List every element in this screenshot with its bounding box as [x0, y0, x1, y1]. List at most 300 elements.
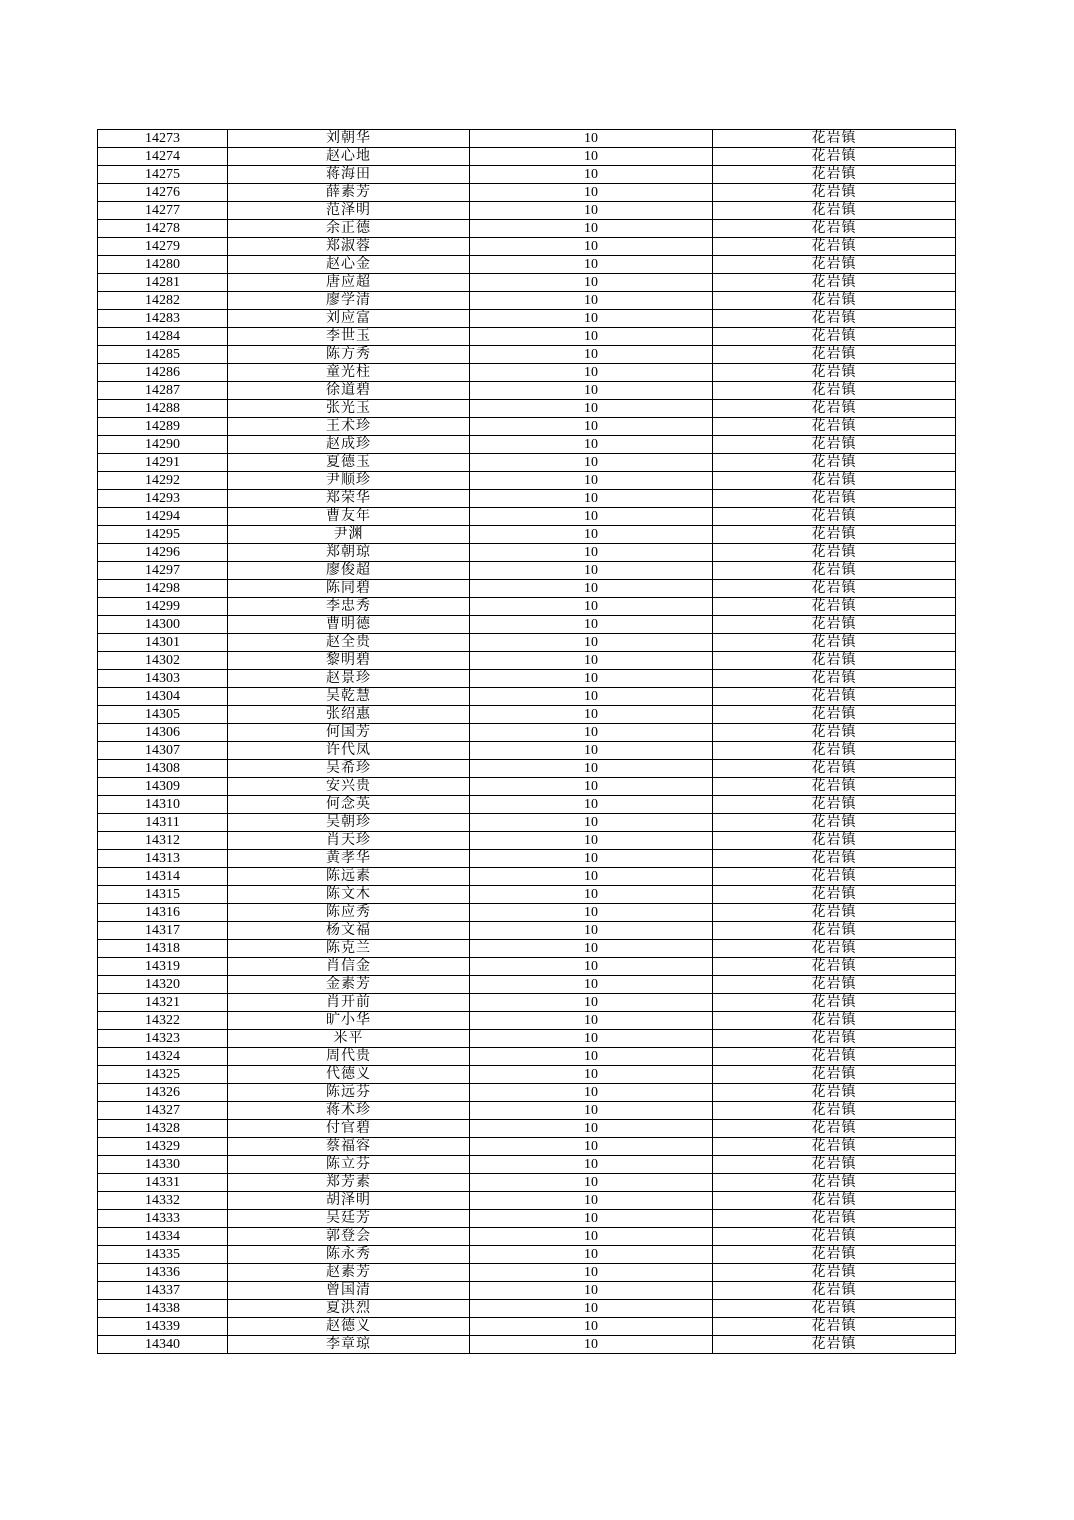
row-number-cell: 14329 [98, 1138, 228, 1156]
town-cell: 花岩镇 [713, 724, 956, 742]
town-cell: 花岩镇 [713, 292, 956, 310]
row-number-cell: 14305 [98, 706, 228, 724]
row-number-cell: 14337 [98, 1282, 228, 1300]
name-cell: 徐道碧 [228, 382, 470, 400]
name-cell: 肖信金 [228, 958, 470, 976]
town-cell: 花岩镇 [713, 544, 956, 562]
amount-cell: 10 [470, 508, 713, 526]
town-cell: 花岩镇 [713, 598, 956, 616]
table-row [98, 310, 956, 328]
row-number-cell: 14300 [98, 616, 228, 634]
amount-cell: 10 [470, 1138, 713, 1156]
amount-cell: 10 [470, 310, 713, 328]
town-cell: 花岩镇 [713, 868, 956, 886]
row-number-cell: 14286 [98, 364, 228, 382]
row-number-cell: 14316 [98, 904, 228, 922]
row-number-cell: 14290 [98, 436, 228, 454]
row-number-cell: 14327 [98, 1102, 228, 1120]
amount-cell: 10 [470, 904, 713, 922]
row-number-cell: 14338 [98, 1300, 228, 1318]
town-cell: 花岩镇 [713, 256, 956, 274]
table-row [98, 328, 956, 346]
town-cell: 花岩镇 [713, 1156, 956, 1174]
name-cell: 杨文福 [228, 922, 470, 940]
town-cell: 花岩镇 [713, 814, 956, 832]
town-cell: 花岩镇 [713, 472, 956, 490]
row-number-cell: 14325 [98, 1066, 228, 1084]
table-row [98, 418, 956, 436]
name-cell: 郑淑蓉 [228, 238, 470, 256]
table-row [98, 1066, 956, 1084]
name-cell: 陈同碧 [228, 580, 470, 598]
town-cell: 花岩镇 [713, 1174, 956, 1192]
table-row [98, 1102, 956, 1120]
table-row [98, 598, 956, 616]
row-number-cell: 14287 [98, 382, 228, 400]
row-number-cell: 14309 [98, 778, 228, 796]
town-cell: 花岩镇 [713, 832, 956, 850]
amount-cell: 10 [470, 1300, 713, 1318]
row-number-cell: 14317 [98, 922, 228, 940]
town-cell: 花岩镇 [713, 742, 956, 760]
table-row [98, 526, 956, 544]
town-cell: 花岩镇 [713, 1066, 956, 1084]
amount-cell: 10 [470, 1084, 713, 1102]
table-row [98, 346, 956, 364]
town-cell: 花岩镇 [713, 238, 956, 256]
name-cell: 蒋术珍 [228, 1102, 470, 1120]
table-row [98, 1336, 956, 1354]
name-cell: 何念英 [228, 796, 470, 814]
amount-cell: 10 [470, 436, 713, 454]
table-row [98, 490, 956, 508]
town-cell: 花岩镇 [713, 688, 956, 706]
amount-cell: 10 [470, 346, 713, 364]
row-number-cell: 14301 [98, 634, 228, 652]
table-row [98, 400, 956, 418]
table-row [98, 814, 956, 832]
town-cell: 花岩镇 [713, 1318, 956, 1336]
name-cell: 尹渊 [228, 526, 470, 544]
row-number-cell: 14310 [98, 796, 228, 814]
amount-cell: 10 [470, 760, 713, 778]
name-cell: 唐应超 [228, 274, 470, 292]
table-row [98, 724, 956, 742]
table-body [98, 130, 956, 1354]
amount-cell: 10 [470, 814, 713, 832]
amount-cell: 10 [470, 634, 713, 652]
name-cell: 黎明碧 [228, 652, 470, 670]
amount-cell: 10 [470, 1318, 713, 1336]
row-number-cell: 14326 [98, 1084, 228, 1102]
amount-cell: 10 [470, 184, 713, 202]
amount-cell: 10 [470, 868, 713, 886]
table-row [98, 1156, 956, 1174]
town-cell: 花岩镇 [713, 148, 956, 166]
table-row [98, 238, 956, 256]
row-number-cell: 14321 [98, 994, 228, 1012]
table-row [98, 976, 956, 994]
table-row [98, 1210, 956, 1228]
row-number-cell: 14281 [98, 274, 228, 292]
table-row [98, 778, 956, 796]
row-number-cell: 14279 [98, 238, 228, 256]
town-cell: 花岩镇 [713, 1048, 956, 1066]
town-cell: 花岩镇 [713, 1264, 956, 1282]
town-cell: 花岩镇 [713, 364, 956, 382]
town-cell: 花岩镇 [713, 778, 956, 796]
table-row [98, 1228, 956, 1246]
name-cell: 陈文木 [228, 886, 470, 904]
amount-cell: 10 [470, 670, 713, 688]
town-cell: 花岩镇 [713, 976, 956, 994]
amount-cell: 10 [470, 562, 713, 580]
name-cell: 吴朝珍 [228, 814, 470, 832]
town-cell: 花岩镇 [713, 580, 956, 598]
amount-cell: 10 [470, 382, 713, 400]
town-cell: 花岩镇 [713, 454, 956, 472]
table-row [98, 454, 956, 472]
row-number-cell: 14273 [98, 130, 228, 148]
amount-cell: 10 [470, 148, 713, 166]
amount-cell: 10 [470, 418, 713, 436]
name-cell: 吴乾慧 [228, 688, 470, 706]
amount-cell: 10 [470, 220, 713, 238]
table-row [98, 706, 956, 724]
amount-cell: 10 [470, 454, 713, 472]
row-number-cell: 14339 [98, 1318, 228, 1336]
table-row [98, 166, 956, 184]
row-number-cell: 14333 [98, 1210, 228, 1228]
amount-cell: 10 [470, 1228, 713, 1246]
table-row [98, 1012, 956, 1030]
row-number-cell: 14328 [98, 1120, 228, 1138]
amount-cell: 10 [470, 526, 713, 544]
amount-cell: 10 [470, 994, 713, 1012]
row-number-cell: 14280 [98, 256, 228, 274]
row-number-cell: 14289 [98, 418, 228, 436]
table-row [98, 202, 956, 220]
table-row [98, 904, 956, 922]
town-cell: 花岩镇 [713, 922, 956, 940]
town-cell: 花岩镇 [713, 436, 956, 454]
amount-cell: 10 [470, 580, 713, 598]
table-row [98, 292, 956, 310]
row-number-cell: 14307 [98, 742, 228, 760]
row-number-cell: 14288 [98, 400, 228, 418]
amount-cell: 10 [470, 976, 713, 994]
town-cell: 花岩镇 [713, 1246, 956, 1264]
table-row [98, 958, 956, 976]
row-number-cell: 14336 [98, 1264, 228, 1282]
row-number-cell: 14319 [98, 958, 228, 976]
name-cell: 李忠秀 [228, 598, 470, 616]
amount-cell: 10 [470, 652, 713, 670]
name-cell: 李世玉 [228, 328, 470, 346]
town-cell: 花岩镇 [713, 526, 956, 544]
table-row [98, 940, 956, 958]
table-row [98, 760, 956, 778]
row-number-cell: 14312 [98, 832, 228, 850]
amount-cell: 10 [470, 742, 713, 760]
amount-cell: 10 [470, 796, 713, 814]
table-row [98, 868, 956, 886]
amount-cell: 10 [470, 1120, 713, 1138]
row-number-cell: 14311 [98, 814, 228, 832]
table-row [98, 1192, 956, 1210]
amount-cell: 10 [470, 292, 713, 310]
row-number-cell: 14334 [98, 1228, 228, 1246]
town-cell: 花岩镇 [713, 1336, 956, 1354]
amount-cell: 10 [470, 1048, 713, 1066]
row-number-cell: 14291 [98, 454, 228, 472]
town-cell: 花岩镇 [713, 886, 956, 904]
amount-cell: 10 [470, 1030, 713, 1048]
town-cell: 花岩镇 [713, 1030, 956, 1048]
town-cell: 花岩镇 [713, 1138, 956, 1156]
town-cell: 花岩镇 [713, 652, 956, 670]
town-cell: 花岩镇 [713, 1102, 956, 1120]
town-cell: 花岩镇 [713, 994, 956, 1012]
table-row [98, 1048, 956, 1066]
row-number-cell: 14294 [98, 508, 228, 526]
name-cell: 安兴贵 [228, 778, 470, 796]
name-cell: 付官碧 [228, 1120, 470, 1138]
amount-cell: 10 [470, 472, 713, 490]
amount-cell: 10 [470, 1102, 713, 1120]
row-number-cell: 14340 [98, 1336, 228, 1354]
amount-cell: 10 [470, 274, 713, 292]
name-cell: 陈方秀 [228, 346, 470, 364]
name-cell: 张光玉 [228, 400, 470, 418]
row-number-cell: 14275 [98, 166, 228, 184]
town-cell: 花岩镇 [713, 562, 956, 580]
table-row [98, 1084, 956, 1102]
table-row [98, 472, 956, 490]
row-number-cell: 14303 [98, 670, 228, 688]
name-cell: 代德义 [228, 1066, 470, 1084]
name-cell: 曾国清 [228, 1282, 470, 1300]
town-cell: 花岩镇 [713, 706, 956, 724]
name-cell: 赵全贵 [228, 634, 470, 652]
name-cell: 李章琼 [228, 1336, 470, 1354]
town-cell: 花岩镇 [713, 1282, 956, 1300]
name-cell: 张绍惠 [228, 706, 470, 724]
amount-cell: 10 [470, 166, 713, 184]
name-cell: 郑朝琼 [228, 544, 470, 562]
name-cell: 陈应秀 [228, 904, 470, 922]
row-number-cell: 14284 [98, 328, 228, 346]
amount-cell: 10 [470, 328, 713, 346]
table-row [98, 562, 956, 580]
table-row [98, 184, 956, 202]
row-number-cell: 14298 [98, 580, 228, 598]
town-cell: 花岩镇 [713, 382, 956, 400]
table-row [98, 994, 956, 1012]
amount-cell: 10 [470, 598, 713, 616]
amount-cell: 10 [470, 364, 713, 382]
amount-cell: 10 [470, 706, 713, 724]
town-cell: 花岩镇 [713, 274, 956, 292]
row-number-cell: 14283 [98, 310, 228, 328]
table-row [98, 1318, 956, 1336]
table-row [98, 832, 956, 850]
name-cell: 夏洪烈 [228, 1300, 470, 1318]
town-cell: 花岩镇 [713, 130, 956, 148]
amount-cell: 10 [470, 1012, 713, 1030]
name-cell: 吴希珍 [228, 760, 470, 778]
row-number-cell: 14285 [98, 346, 228, 364]
row-number-cell: 14278 [98, 220, 228, 238]
name-cell: 赵景珍 [228, 670, 470, 688]
town-cell: 花岩镇 [713, 184, 956, 202]
name-cell: 薛素芳 [228, 184, 470, 202]
row-number-cell: 14304 [98, 688, 228, 706]
amount-cell: 10 [470, 922, 713, 940]
amount-cell: 10 [470, 958, 713, 976]
name-cell: 米平 [228, 1030, 470, 1048]
name-cell: 吴廷芳 [228, 1210, 470, 1228]
town-cell: 花岩镇 [713, 850, 956, 868]
town-cell: 花岩镇 [713, 202, 956, 220]
town-cell: 花岩镇 [713, 400, 956, 418]
town-cell: 花岩镇 [713, 1012, 956, 1030]
name-cell: 肖开前 [228, 994, 470, 1012]
name-cell: 尹顺珍 [228, 472, 470, 490]
amount-cell: 10 [470, 130, 713, 148]
town-cell: 花岩镇 [713, 616, 956, 634]
name-cell: 陈克兰 [228, 940, 470, 958]
amount-cell: 10 [470, 940, 713, 958]
amount-cell: 10 [470, 886, 713, 904]
table-row [98, 364, 956, 382]
row-number-cell: 14293 [98, 490, 228, 508]
town-cell: 花岩镇 [713, 760, 956, 778]
row-number-cell: 14330 [98, 1156, 228, 1174]
amount-cell: 10 [470, 832, 713, 850]
table-row [98, 922, 956, 940]
amount-cell: 10 [470, 238, 713, 256]
table-row [98, 616, 956, 634]
row-number-cell: 14277 [98, 202, 228, 220]
amount-cell: 10 [470, 1246, 713, 1264]
row-number-cell: 14297 [98, 562, 228, 580]
name-cell: 夏德玉 [228, 454, 470, 472]
row-number-cell: 14308 [98, 760, 228, 778]
row-number-cell: 14331 [98, 1174, 228, 1192]
row-number-cell: 14276 [98, 184, 228, 202]
name-cell: 曹明德 [228, 616, 470, 634]
name-cell: 廖学清 [228, 292, 470, 310]
row-number-cell: 14313 [98, 850, 228, 868]
table-row [98, 670, 956, 688]
town-cell: 花岩镇 [713, 1120, 956, 1138]
amount-cell: 10 [470, 850, 713, 868]
town-cell: 花岩镇 [713, 508, 956, 526]
row-number-cell: 14315 [98, 886, 228, 904]
amount-cell: 10 [470, 688, 713, 706]
amount-cell: 10 [470, 544, 713, 562]
town-cell: 花岩镇 [713, 904, 956, 922]
row-number-cell: 14314 [98, 868, 228, 886]
row-number-cell: 14335 [98, 1246, 228, 1264]
table-row [98, 1120, 956, 1138]
name-cell: 陈远素 [228, 868, 470, 886]
town-cell: 花岩镇 [713, 670, 956, 688]
table-row [98, 634, 956, 652]
name-cell: 赵德义 [228, 1318, 470, 1336]
name-cell: 赵心金 [228, 256, 470, 274]
town-cell: 花岩镇 [713, 958, 956, 976]
name-cell: 金素芳 [228, 976, 470, 994]
name-cell: 余正德 [228, 220, 470, 238]
town-cell: 花岩镇 [713, 490, 956, 508]
name-cell: 郭登会 [228, 1228, 470, 1246]
table-row [98, 652, 956, 670]
data-table [97, 129, 956, 1354]
table-row [98, 742, 956, 760]
town-cell: 花岩镇 [713, 940, 956, 958]
table-row [98, 1246, 956, 1264]
row-number-cell: 14318 [98, 940, 228, 958]
table-row [98, 274, 956, 292]
name-cell: 郑荣华 [228, 490, 470, 508]
table-row [98, 886, 956, 904]
amount-cell: 10 [470, 490, 713, 508]
name-cell: 童光柱 [228, 364, 470, 382]
amount-cell: 10 [470, 1174, 713, 1192]
row-number-cell: 14295 [98, 526, 228, 544]
town-cell: 花岩镇 [713, 220, 956, 238]
town-cell: 花岩镇 [713, 418, 956, 436]
name-cell: 廖俊超 [228, 562, 470, 580]
table-row [98, 796, 956, 814]
name-cell: 王术珍 [228, 418, 470, 436]
amount-cell: 10 [470, 1156, 713, 1174]
table-row [98, 220, 956, 238]
name-cell: 赵素芳 [228, 1264, 470, 1282]
table-row [98, 1138, 956, 1156]
table-row [98, 580, 956, 598]
row-number-cell: 14324 [98, 1048, 228, 1066]
table-row [98, 256, 956, 274]
amount-cell: 10 [470, 1066, 713, 1084]
row-number-cell: 14323 [98, 1030, 228, 1048]
row-number-cell: 14282 [98, 292, 228, 310]
name-cell: 郑芳素 [228, 1174, 470, 1192]
name-cell: 肖天珍 [228, 832, 470, 850]
name-cell: 陈永秀 [228, 1246, 470, 1264]
name-cell: 旷小华 [228, 1012, 470, 1030]
row-number-cell: 14296 [98, 544, 228, 562]
row-number-cell: 14292 [98, 472, 228, 490]
row-number-cell: 14322 [98, 1012, 228, 1030]
amount-cell: 10 [470, 1192, 713, 1210]
table-row [98, 544, 956, 562]
name-cell: 赵心地 [228, 148, 470, 166]
amount-cell: 10 [470, 778, 713, 796]
table-row [98, 688, 956, 706]
name-cell: 赵成珍 [228, 436, 470, 454]
table-row [98, 148, 956, 166]
town-cell: 花岩镇 [713, 346, 956, 364]
town-cell: 花岩镇 [713, 1210, 956, 1228]
row-number-cell: 14299 [98, 598, 228, 616]
name-cell: 陈远芬 [228, 1084, 470, 1102]
name-cell: 黄孝华 [228, 850, 470, 868]
amount-cell: 10 [470, 1264, 713, 1282]
table-row [98, 1030, 956, 1048]
